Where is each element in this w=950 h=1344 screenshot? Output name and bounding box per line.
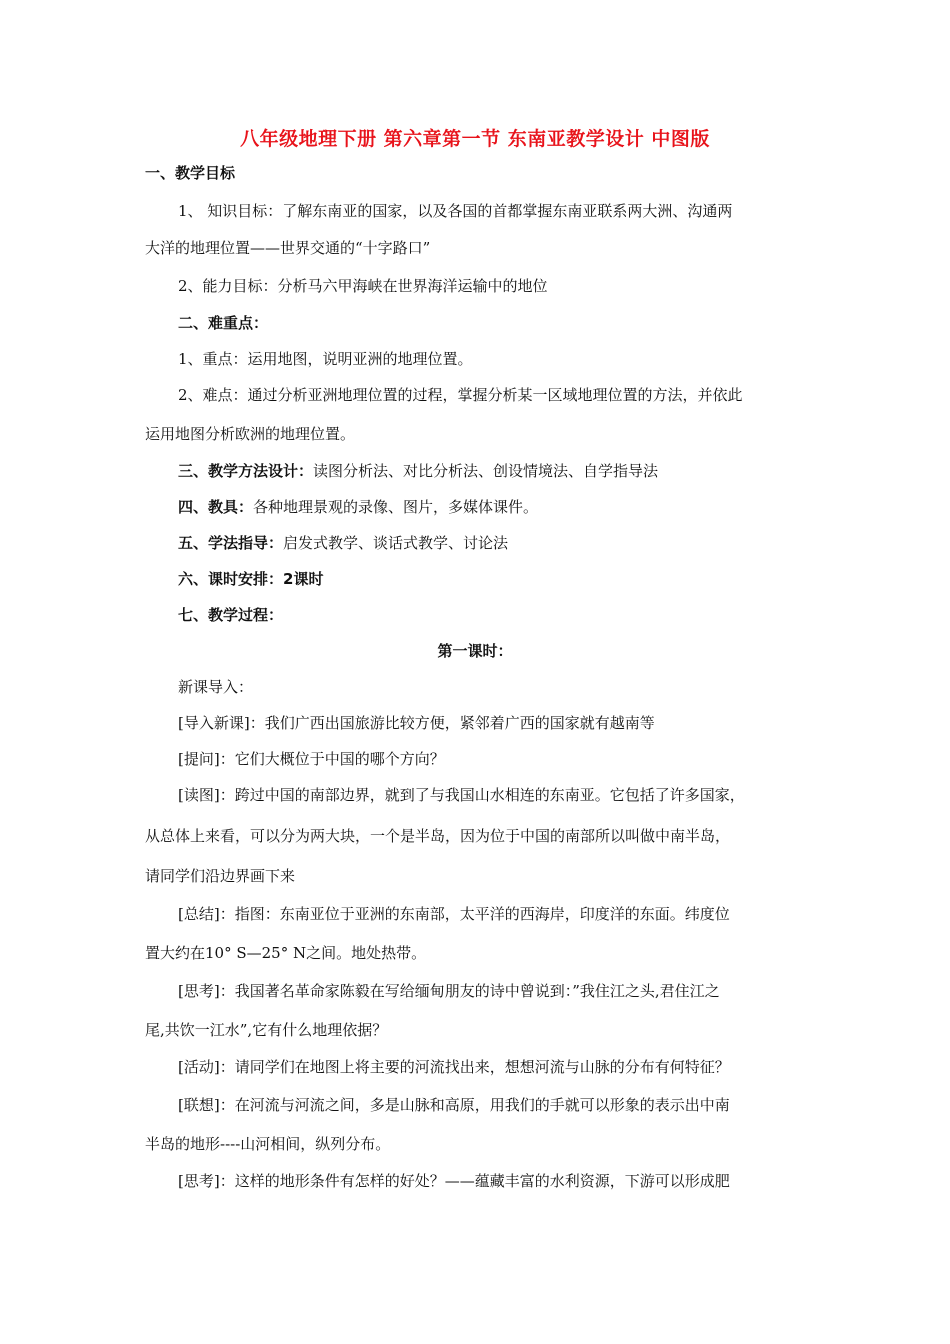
section-heading-process: 七、教学过程： [178, 606, 284, 624]
section-methods [178, 461, 658, 481]
paragraph: 置大约在10° S—25° N之间。地处热带。 [145, 944, 427, 962]
section-tools [178, 497, 538, 517]
section-label: 四、教具： [178, 498, 254, 516]
section-heading-key-points: 二、难重点： [178, 314, 269, 332]
paragraph: 半岛的地形----山河相间，纵列分布。 [145, 1135, 391, 1153]
section-text: 读图分析法、对比分析法、创设情境法、自学指导法 [313, 462, 659, 480]
paragraph: [思考]：我国著名革命家陈毅在写给缅甸朋友的诗中曾说到：”我住江之头,君住江之 [178, 982, 720, 1000]
paragraph: [导入新课]：我们广西出国旅游比较方便，紧邻着广西的国家就有越南等 [178, 714, 655, 732]
section-text: 各种地理景观的录像、图片，多媒体课件。 [253, 498, 539, 516]
paragraph: [总结]：指图：东南亚位于亚洲的东南部，太平洋的西海岸，印度洋的东面。纬度位 [178, 905, 730, 923]
section-schedule: 六、课时安排：2课时 [178, 570, 324, 588]
paragraph: 2、能力目标：分析马六甲海峡在世界海洋运输中的地位 [178, 277, 548, 295]
paragraph: [提问]：它们大概位于中国的哪个方向？ [178, 750, 445, 768]
paragraph: 1、重点：运用地图，说明亚洲的地理位置。 [178, 350, 473, 368]
paragraph: 从总体上来看，可以分为两大块，一个是半岛，因为位于中国的南部所以叫做中南半岛， [145, 827, 731, 845]
paragraph: 请同学们沿边界画下来 [145, 867, 296, 885]
paragraph: 1、 知识目标：了解东南亚的国家，以及各国的首都掌握东南亚联系两大洲、沟通两 [178, 202, 733, 220]
paragraph: 2、难点：通过分析亚洲地理位置的过程，掌握分析某一区域地理位置的方法，并依此 [178, 386, 743, 404]
section-heading-objectives: 一、教学目标 [145, 164, 236, 182]
section-label: 三、教学方法设计： [178, 462, 314, 480]
paragraph: [活动]：请同学们在地图上将主要的河流找出来，想想河流与山脉的分布有何特征？ [178, 1058, 730, 1076]
paragraph: [联想]：在河流与河流之间，多是山脉和高原，用我们的手就可以形象的表示出中南 [178, 1096, 730, 1114]
section-study-guide [178, 533, 508, 553]
paragraph: 尾,共饮一江水”,它有什么地理依据？ [145, 1021, 388, 1039]
paragraph: 运用地图分析欧洲的地理位置。 [145, 425, 356, 443]
paragraph: 大洋的地理位置——世界交通的“十字路口” [145, 239, 431, 257]
section-text: 启发式教学、谈话式教学、讨论法 [283, 534, 509, 552]
paragraph: [思考]：这样的地形条件有怎样的好处？——蕴藏丰富的水利资源，下游可以形成肥 [178, 1172, 730, 1190]
section-label: 五、学法指导： [178, 534, 284, 552]
paragraph: [读图]：跨过中国的南部边界，就到了与我国山水相连的东南亚。它包括了许多国家， [178, 786, 745, 804]
document-title: 八年级地理下册 第六章第一节 东南亚教学设计 中图版 [240, 128, 710, 150]
paragraph: 新课导入： [178, 678, 254, 696]
lesson-title: 第一课时： [437, 642, 513, 660]
